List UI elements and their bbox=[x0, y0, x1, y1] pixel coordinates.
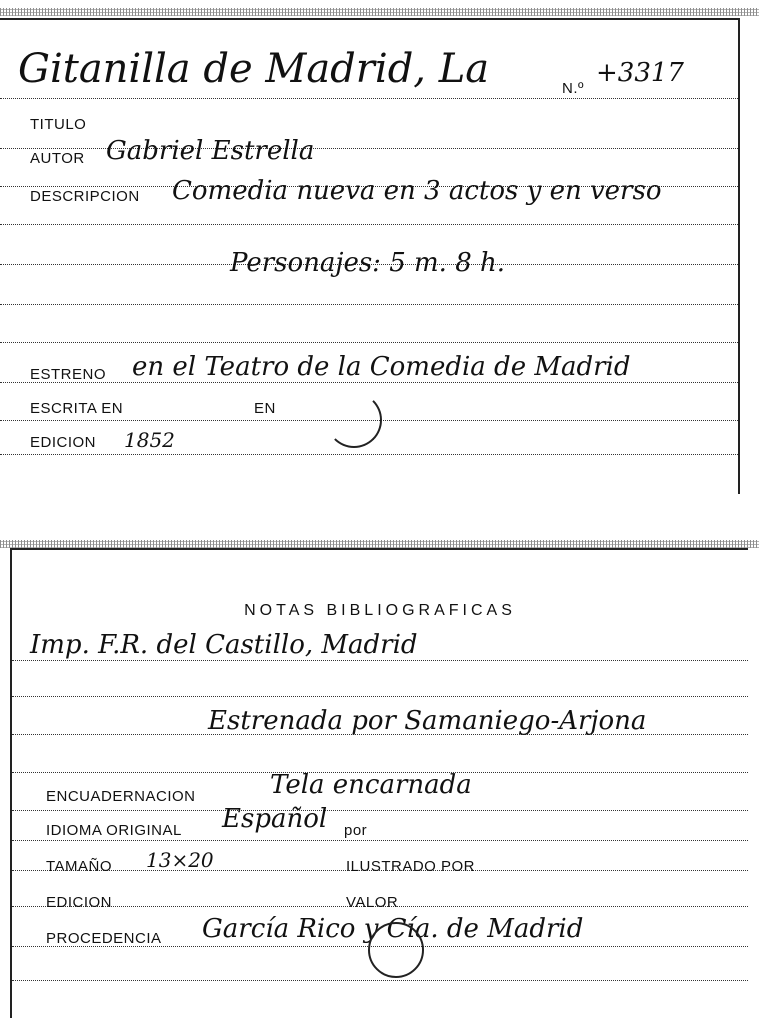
label-por: por bbox=[344, 822, 368, 839]
label-valor: VALOR bbox=[346, 894, 399, 911]
procedencia-value: García Rico y Cía. de Madrid bbox=[202, 914, 584, 944]
descripcion-value: Comedia nueva en 3 actos y en verso bbox=[172, 176, 662, 206]
nota-line2: Estrenada por Samaniego-Arjona bbox=[208, 706, 647, 736]
catalog-card-back bbox=[10, 548, 748, 1018]
rule bbox=[0, 382, 738, 383]
edicion-value: 1852 bbox=[124, 428, 175, 452]
rule bbox=[0, 224, 738, 225]
label-procedencia: PROCEDENCIA bbox=[46, 930, 162, 947]
label-edicion2: EDICION bbox=[46, 894, 113, 911]
rule bbox=[0, 454, 738, 455]
number-label: N.º bbox=[562, 80, 584, 97]
rule bbox=[0, 342, 738, 343]
label-escrita-en: ESCRITA EN bbox=[30, 400, 124, 417]
number-value: +3317 bbox=[596, 58, 684, 88]
label-idioma: IDIOMA ORIGINAL bbox=[46, 822, 182, 839]
notas-heading: NOTAS BIBLIOGRAFICAS bbox=[244, 602, 516, 619]
rule bbox=[0, 304, 738, 305]
encuadernacion-value: Tela encarnada bbox=[270, 770, 472, 800]
rule bbox=[12, 696, 748, 697]
rule bbox=[0, 98, 738, 99]
label-encuadernacion: ENCUADERNACION bbox=[46, 788, 196, 805]
label-en: EN bbox=[254, 400, 276, 417]
punch-hole bbox=[368, 922, 424, 978]
rule bbox=[12, 980, 748, 981]
catalog-card-front bbox=[0, 18, 740, 494]
label-edicion: EDICION bbox=[30, 434, 97, 451]
label-titulo: TITULO bbox=[30, 116, 87, 133]
card1-top-edge bbox=[0, 8, 759, 16]
personajes-value: Personajes: 5 m. 8 h. bbox=[230, 248, 506, 278]
title-handwritten: Gitanilla de Madrid, La bbox=[18, 46, 490, 92]
autor-value: Gabriel Estrella bbox=[106, 136, 315, 166]
card2-top-edge bbox=[0, 540, 759, 548]
label-autor: AUTOR bbox=[30, 150, 85, 167]
tamano-value: 13×20 bbox=[146, 848, 214, 872]
punch-hole bbox=[326, 392, 382, 448]
label-ilustrado: ILUSTRADO POR bbox=[346, 858, 476, 875]
rule bbox=[12, 840, 748, 841]
label-descripcion: DESCRIPCION bbox=[30, 188, 140, 205]
rule bbox=[12, 810, 748, 811]
estreno-value: en el Teatro de la Comedia de Madrid bbox=[132, 352, 631, 382]
nota-line1: Imp. F.R. del Castillo, Madrid bbox=[30, 630, 418, 660]
rule bbox=[12, 660, 748, 661]
label-tamano: TAMAÑO bbox=[46, 858, 113, 875]
label-estreno: ESTRENO bbox=[30, 366, 107, 383]
idioma-value: Español bbox=[222, 804, 328, 834]
